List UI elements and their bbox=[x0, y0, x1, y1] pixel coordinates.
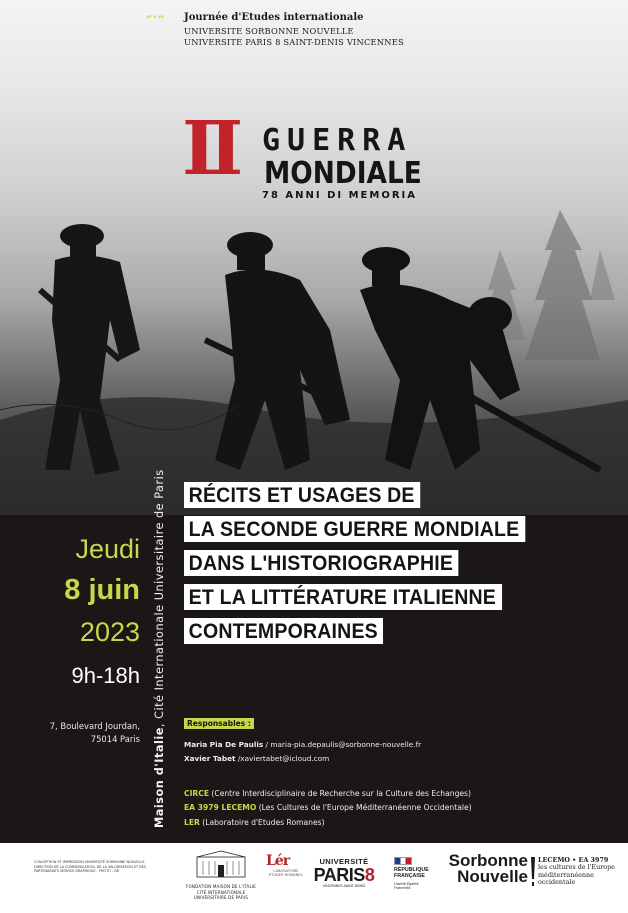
university-1: UNIVERSITE SORBONNE NOUVELLE bbox=[184, 26, 354, 36]
title-line: CONTEMPORAINES bbox=[184, 618, 383, 644]
event-type: Journée d'Etudes internationale bbox=[184, 12, 364, 23]
logo-subtitle: 78 ANNI DI MEMORIA bbox=[262, 190, 417, 201]
paris8-univ: UNIVERSITÉ bbox=[319, 857, 369, 866]
responsables-label: Responsables : bbox=[184, 718, 254, 729]
date-date: 8 juin bbox=[64, 574, 140, 606]
french-flag-icon bbox=[394, 857, 412, 865]
responsables-list bbox=[184, 738, 421, 766]
responsable-name: Xavier Tabet bbox=[184, 754, 236, 764]
title-line: LA SECONDE GUERRE MONDIALE bbox=[184, 516, 525, 542]
date-time: 9h-18h bbox=[71, 663, 140, 688]
lab-desc: (Laboratoire d'Etudes Romanes) bbox=[199, 817, 325, 827]
responsable-item bbox=[184, 738, 421, 752]
ler-text: Lér bbox=[266, 853, 290, 869]
event-header bbox=[148, 12, 404, 47]
venue-name: Maison d'Italie bbox=[153, 727, 166, 828]
lecemo-line4: occidentale bbox=[538, 878, 576, 887]
lab-desc: (Centre Interdisciplinaire de Recherche sur la Culture des Echanges) bbox=[209, 789, 471, 798]
venue-address bbox=[50, 720, 140, 746]
republique-logo bbox=[394, 857, 432, 890]
footer-logos bbox=[0, 843, 628, 913]
paris8-name: PARIS bbox=[313, 865, 365, 885]
rep-line1: RÉPUBLIQUE bbox=[394, 867, 429, 873]
responsable-item bbox=[184, 752, 421, 766]
date-day: Jeudi bbox=[75, 534, 140, 564]
venue-rest: , Cité Internationale Universitaire de Paris bbox=[153, 469, 166, 728]
date-year: 2023 bbox=[79, 617, 140, 647]
paris8-num: 8 bbox=[364, 865, 375, 885]
logo-guerra: GUERRA bbox=[262, 123, 413, 158]
conference-title bbox=[184, 482, 551, 652]
ler-logo bbox=[266, 853, 306, 877]
responsable-email: / maria-pia.depaulis@sorbonne-nouvelle.fr bbox=[263, 740, 422, 749]
lab-item bbox=[184, 816, 472, 830]
ler-caption: LABORATOIRE ÉTUDES ROMANES bbox=[269, 869, 303, 877]
logo-numeral: II bbox=[182, 106, 236, 192]
lecemo-line2: les cultures de l'Europe bbox=[538, 863, 615, 872]
sorbonne-nouvelle-logo bbox=[440, 853, 528, 885]
address-line-1: 7, Boulevard Jourdan, bbox=[49, 721, 140, 731]
responsable-email: /xaviertabet@icloud.com bbox=[235, 754, 330, 764]
paris8-caption: VINCENNES-SAINT-DENIS bbox=[322, 884, 366, 888]
logo-mondiale: MONDIALE bbox=[264, 156, 422, 191]
quote-marks-icon: ″′″ bbox=[146, 14, 166, 30]
title-line: DANS L'HISTORIOGRAPHIE bbox=[184, 550, 459, 576]
address-line-2: 75014 Paris bbox=[90, 734, 140, 745]
lab-desc: (Les Cultures de l'Europe Méditerranéenne Occidentale) bbox=[256, 803, 472, 813]
rep-line2: FRANÇAISE bbox=[394, 872, 425, 879]
title-line: RÉCITS ET USAGES DE bbox=[184, 482, 420, 508]
lecemo-line3: méditerranéenne bbox=[538, 870, 594, 879]
lecemo-line1: LECEMO • EA 3979 bbox=[538, 856, 609, 864]
maison-caption: FONDATION MAISON DE L'ITALIE bbox=[185, 884, 257, 889]
paris8-wordmark bbox=[312, 866, 376, 884]
rep-motto: Liberté Égalité Fraternité bbox=[394, 881, 419, 890]
lab-item bbox=[184, 787, 472, 801]
lab-acronym: LER bbox=[184, 817, 200, 827]
sorbonne-slash-icon bbox=[530, 857, 536, 887]
labs-list bbox=[184, 787, 472, 830]
lab-acronym: CIRCE bbox=[184, 789, 210, 798]
university-2: UNIVERSITE PARIS 8 SAINT-DENIS VINCENNES bbox=[184, 37, 404, 47]
title-line: ET LA LITTÉRATURE ITALIENNE bbox=[184, 584, 502, 610]
guerra-mondiale-logo bbox=[160, 106, 440, 204]
fine-print: CONCEPTION ET IMPRESSION UNIVERSITÉ SORBONNE NOUVELLE DIRECTION DE LA COMMUNICATION, DE LA VALORISATION ET DES PARTENARIATS SERVICE GRAPHIQUE - PHOTO : DR bbox=[34, 860, 147, 874]
lab-item bbox=[184, 801, 472, 815]
maison-italie-logo bbox=[184, 849, 258, 900]
venue-vertical bbox=[153, 469, 166, 828]
building-icon bbox=[195, 849, 247, 879]
responsable-name: Maria Pia De Paulis bbox=[184, 740, 264, 749]
sorbonne-line1: Sorbonne bbox=[448, 851, 528, 870]
lecemo-logo bbox=[538, 857, 624, 886]
paris8-logo bbox=[312, 857, 376, 888]
sorbonne-line2: Nouvelle bbox=[457, 867, 528, 887]
lab-acronym: EA 3979 LECEMO bbox=[184, 803, 257, 813]
maison-caption-2: CITÉ INTERNATIONALE UNIVERSITAIRE DE PARIS bbox=[193, 890, 249, 900]
